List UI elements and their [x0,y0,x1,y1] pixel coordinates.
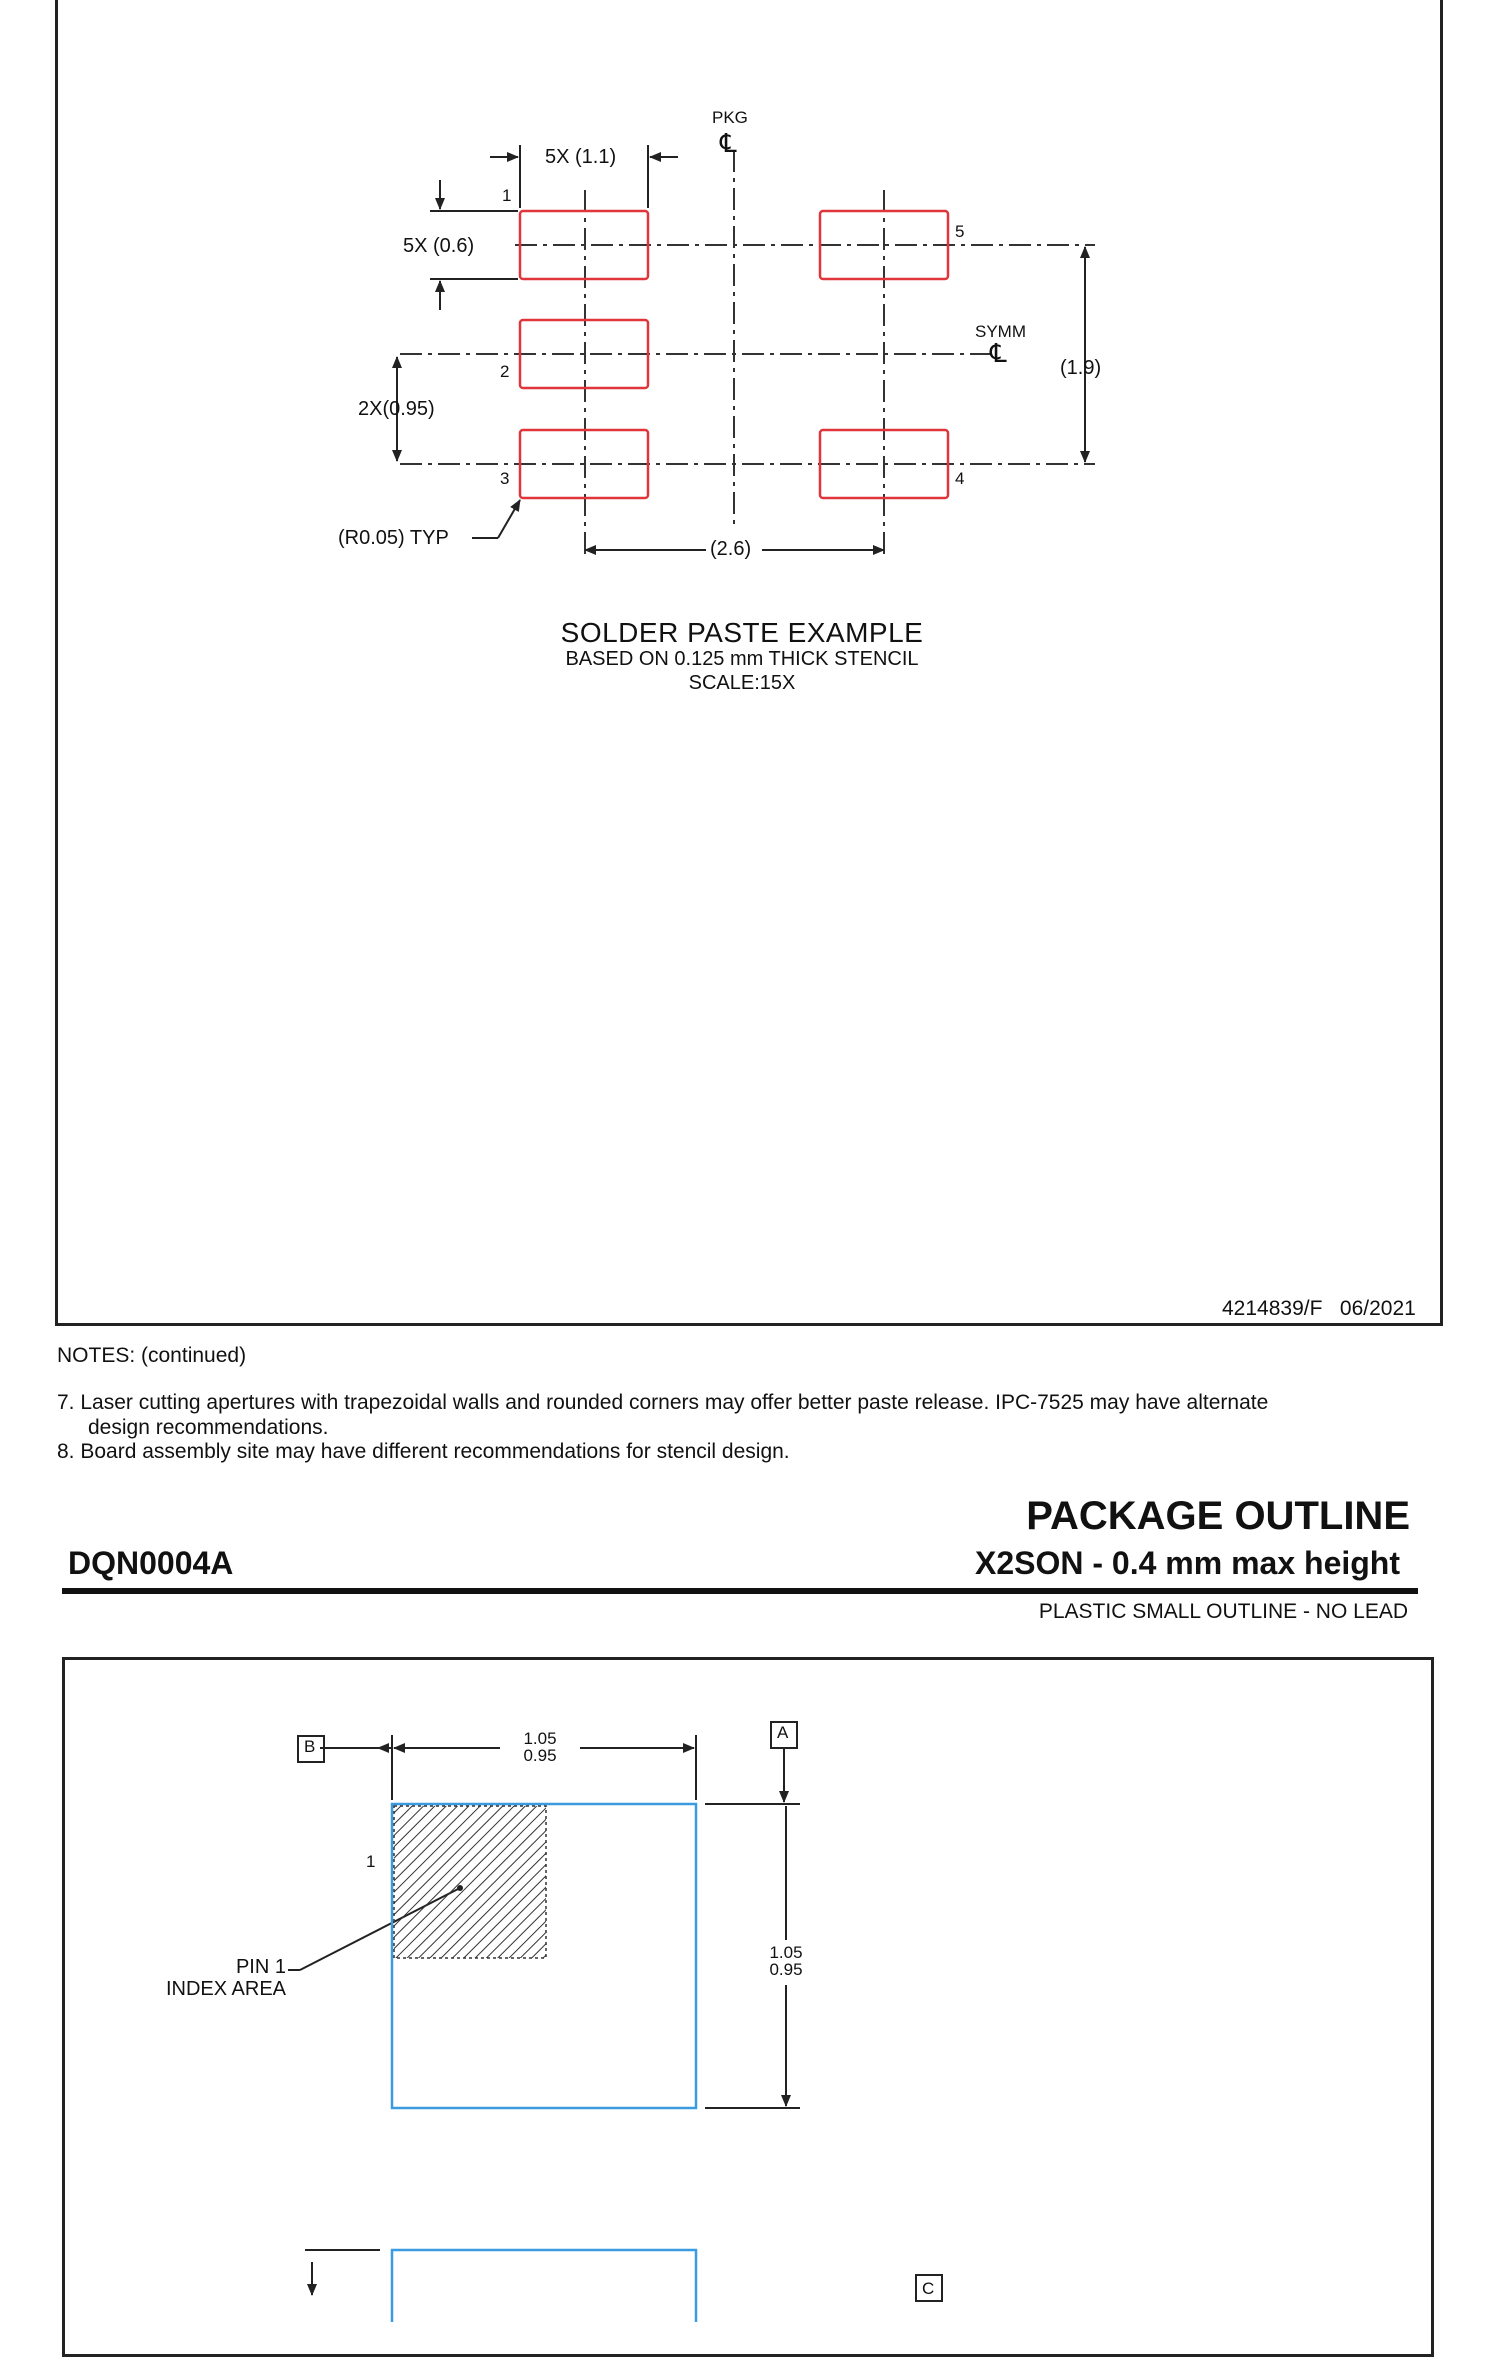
pitch-dimension: 2X(0.95) [358,398,435,420]
horizontal-span-dimension: (2.6) [710,538,752,560]
notes-heading: NOTES: (continued) [57,1344,247,1367]
package-height-dimension [752,1944,820,1978]
pin-number-2: 2 [500,362,510,381]
pin-number-3: 3 [500,469,510,488]
note-7-continued: design recommendations. [88,1416,329,1439]
datum-c-label: C [922,2279,935,2298]
header-rule [62,1588,1418,1594]
package-outline-title: PACKAGE OUTLINE [1026,1494,1410,1538]
height-max: 1.05 [769,1943,803,1962]
note-7: 7. Laser cutting apertures with trapezoidal walls and rounded corners may offer better paste release. IPC-7525 may have alternate [57,1391,1269,1414]
datum-b-label: B [304,1737,316,1756]
vertical-span-dimension: (1.9) [1060,357,1102,379]
pin1-label-line1: PIN 1 [235,1956,286,1978]
package-description: X2SON - 0.4 mm max height [974,1545,1400,1581]
datum-a-label: A [777,1723,789,1742]
corner-radius-label: (R0.05) TYP [338,527,449,549]
symm-label: SYMM [975,322,1026,341]
width-max: 1.05 [523,1729,557,1748]
pin-number-1: 1 [502,186,512,205]
package-outline-frame [62,1657,1434,2357]
package-width-dimension [500,1730,580,1764]
solder-paste-title: SOLDER PASTE EXAMPLE [560,617,924,648]
note-8: 8. Board assembly site may have different recommendations for stencil design. [57,1440,790,1463]
part-number: DQN0004A [68,1545,234,1581]
package-subtitle: PLASTIC SMALL OUTLINE - NO LEAD [1038,1600,1408,1623]
stencil-note: BASED ON 0.125 mm THICK STENCIL [565,648,919,670]
pkg-centerline-symbol: ℄ [720,128,737,158]
pin-number-5: 5 [955,222,965,241]
width-min: 0.95 [523,1746,557,1765]
pad-width-dimension: 5X (1.1) [545,146,617,168]
pin1-index-label [152,1956,286,2000]
symm-centerline-symbol: ℄ [990,338,1007,368]
pad-height-dimension: 5X (0.6) [403,235,475,257]
scale-note: SCALE:15X [688,672,796,694]
height-min: 0.95 [769,1960,803,1979]
pin-number-4: 4 [955,469,965,488]
pin1-number: 1 [366,1852,376,1871]
pin1-label-line2: INDEX AREA [165,1978,286,2000]
document-number: 4214839/F 06/2021 [1222,1297,1416,1320]
pkg-label: PKG [712,108,748,127]
